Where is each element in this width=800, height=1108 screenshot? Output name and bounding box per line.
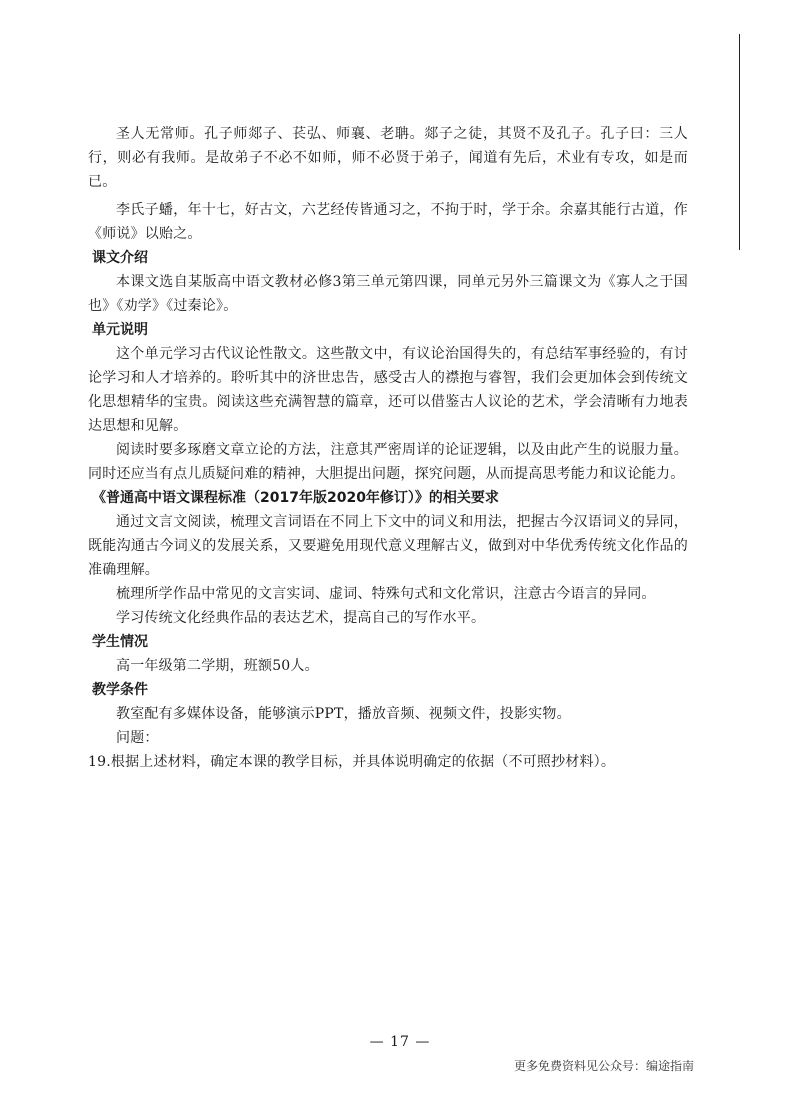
- page-number: — 17 —: [369, 1034, 431, 1050]
- standard-paragraph-3: 学习传统文化经典作品的表达艺术，提高自己的写作水平。: [116, 610, 486, 626]
- quote-paragraph-2: 李氏子蟠，年十七，好古文，六艺经传皆通习之，不拘于时，学于余。余嘉其能行古道，作《师说》以贻之。: [88, 202, 688, 242]
- standard-paragraph-2: 梳理所学作品中常见的文言实词、虚词、特殊句式和文化常识，注意古今语言的异同。: [116, 586, 656, 602]
- section-heading-conditions: 教学条件: [92, 682, 148, 698]
- question-label: 问题：: [116, 730, 159, 746]
- margin-rule: [739, 34, 740, 250]
- students-paragraph: 高一年级第二学期，班额50人。: [116, 658, 319, 674]
- quote-paragraph-1: 圣人无常师。孔子师郯子、苌弘、师襄、老聃。郯子之徒，其贤不及孔子。孔子曰：三人行，则必有我师。是故弟子不必不如师，师不必贤于弟子，闻道有先后，术业有专攻，如是而已。: [88, 126, 688, 190]
- section-heading-standard: 《普通高中语文课程标准（2017年版2020年修订）》的相关要求: [92, 490, 499, 506]
- intro-paragraph: 本课文选自某版高中语文教材必修3第三单元第四课，同单元另外三篇课文为《寡人之于国也》《劝学》《过秦论》。: [88, 274, 688, 314]
- footer-note: 更多免费资料见公众号：编途指南: [513, 1059, 694, 1073]
- question-19: 19.根据上述材料，确定本课的教学目标，并具体说明确定的依据（不可照抄材料）。: [88, 754, 616, 770]
- section-heading-students: 学生情况: [92, 634, 148, 650]
- unit-paragraph-1: 这个单元学习古代议论性散文。这些散文中，有议论治国得失的，有总结军事经验的，有讨论学习和人才培养的。聆听其中的济世忠告，感受古人的襟抱与睿智，我们会更加体会到传统文化思想精华的宝贵。阅读这些充满智慧的篇章，还可以借鉴古人议论的艺术，学会清晰有力地表达思想和见解。: [88, 346, 688, 434]
- standard-paragraph-1: 通过文言文阅读，梳理文言词语在不同上下文中的词义和用法，把握古今汉语词义的异同，既能沟通古今词义的发展关系，又要避免用现代意义理解古义，做到对中华优秀传统文化作品的准确理解。: [88, 514, 688, 578]
- document-content: [88, 122, 688, 774]
- section-heading-unit: 单元说明: [92, 322, 148, 338]
- unit-paragraph-2: 阅读时要多琢磨文章立论的方法，注意其严密周详的论证逻辑，以及由此产生的说服力量。同时还应当有点儿质疑问难的精神，大胆提出问题，探究问题，从而提高思考能力和议论能力。: [88, 442, 688, 482]
- section-heading-intro: 课文介绍: [92, 250, 148, 266]
- conditions-paragraph: 教室配有多媒体设备，能够演示PPT，播放音频、视频文件，投影实物。: [116, 706, 571, 722]
